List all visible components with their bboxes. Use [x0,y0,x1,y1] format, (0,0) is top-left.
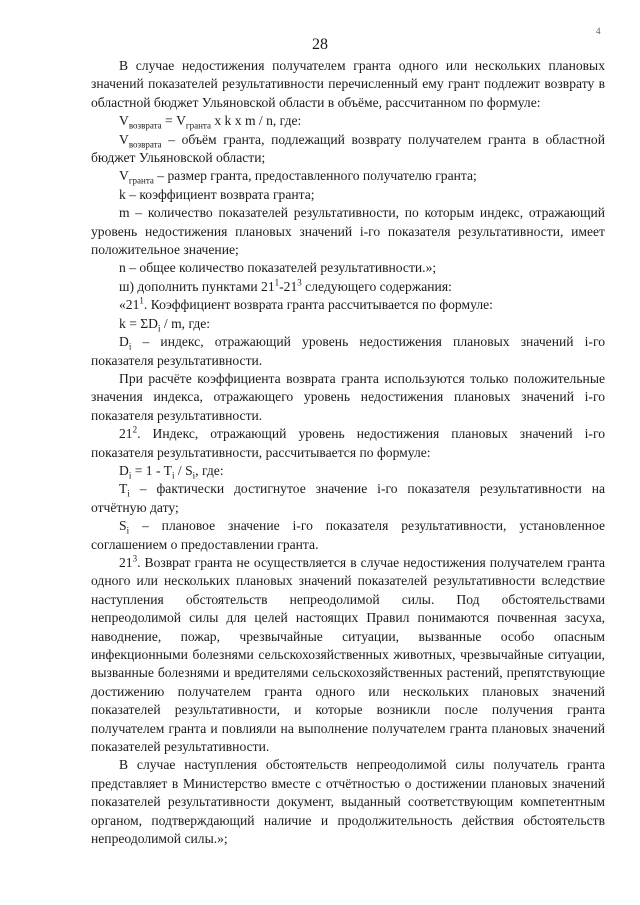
paragraph-p5 [91,186,605,204]
paragraph-p17 [91,554,605,756]
paragraph-p8 [91,278,605,296]
text-run: k = ΣD [119,315,158,331]
subscript: i [128,470,132,481]
text-run: ш) дополнить пунктами 21 [119,278,275,294]
text-run: В случае недостижения получателем гранта одного или нескольких плановых значений показателей результативности перечисленный ему грант подлежит возврату в областной бюджет Ульяновской области в объёме, рассчитанном по формуле: [91,58,605,110]
corner-mark: 4 [596,26,601,36]
document-body [91,57,605,848]
subscript: гранта [128,176,154,187]
superscript: 3 [132,553,138,564]
paragraph-p11 [91,333,605,370]
text-run: m – количество показателей результативности, по которым индекс, отражающий уровень недостижения плановых значений i-го показателя результативности, имеет положительное значение; [91,205,605,258]
text-run: . Коэффициент возврата гранта рассчитывается по формуле: [143,297,493,313]
subscript: i [172,470,175,481]
paragraph-p14 [91,462,605,480]
subscript: возврата [128,139,162,150]
superscript: 1 [139,295,144,306]
text-run: 21 [119,426,133,442]
text-run: – фактически достигнутое значение i-го показателя результативности на отчётную дату; [91,481,605,515]
paragraph-p16 [91,517,605,554]
paragraph-p13 [91,425,605,462]
paragraph-p7 [91,259,605,277]
text-run: n – общее количество показателей результативности.»; [119,260,437,276]
superscript: 1 [274,277,280,288]
text-run: . Индекс, отражающий уровень недостижения плановых значений i-го показателя результативности, рассчитывается по формуле: [91,426,605,460]
paragraph-p2 [91,112,605,130]
text-run: V [119,168,129,184]
text-run: – размер гранта, предоставленного получателю гранта; [153,168,477,184]
paragraph-p9 [91,296,605,314]
paragraph-p1 [91,57,605,112]
text-run: 21 [119,554,133,570]
paragraph-p4 [91,167,605,185]
text-run: / S [174,462,193,478]
text-run: = 1 - T [131,462,172,478]
subscript: i [126,525,130,536]
text-run: T [119,481,128,497]
paragraph-p15 [91,480,605,517]
paragraph-p12 [91,370,605,425]
text-run: / m, где: [160,315,211,331]
text-run: D [119,334,129,350]
superscript: 2 [132,424,138,435]
text-run: S [119,518,127,534]
superscript: 3 [297,277,302,288]
subscript: i [158,323,161,334]
text-run: В случае наступления обстоятельств непреодолимой силы получатель гранта представляет в Министерство вместе с отчётностью о достижении плановых значений показателей результативности документ, выданный соответствующим компетентным органом, подтверждающий наличие и продолжительность действия обстоятельств непреодолимой силы.»; [91,757,605,847]
text-run: V [119,113,129,129]
text-run: , где: [195,462,224,478]
paragraph-p18 [91,756,605,848]
text-run: = V [161,113,186,129]
text-run: – индекс, отражающий уровень недостижения плановых значений i-го показателя результативности. [91,334,605,368]
text-run: x k x m / n, где: [210,113,302,129]
text-run: . Возврат гранта не осуществляется в случае недостижения получателем гранта одного или нескольких плановых значений показателей результативности вследствие наступления обстоятельств непреодолимой силы. Под обстоятельствами непреодолимой силы для целей настоящих Правил понимаются почвенная засуха, наводнение, пожар, чрезвычайные ситуации, вызванные особо опасным инфекционными болезнями сельскохозяйственных животных, чрезвычайные ситуации, вызванные болезнями и вредителями сельскохозяйственных растений, препятствующие достижению получателем гранта одного или нескольких плановых значений показателей результативности, и которые возникли после получения гранта получателем гранта и повлияли на выполнение получателем гранта плановых значений показателей результативности. [91,554,605,755]
subscript: i [127,489,130,500]
text-run: При расчёте коэффициента возврата гранта используются только положительные значения индекса, отражающего уровень недостижения плановых значений i-го показателя результативности. [91,370,605,423]
text-run: k – коэффициент возврата гранта; [119,186,315,202]
text-run: D [119,462,129,478]
subscript: i [192,470,196,481]
text-run: следующего содержания: [301,278,452,294]
subscript: возврата [128,120,162,131]
subscript: i [128,341,132,352]
text-run: – плановое значение i-го показателя результативности, установленное соглашением о предоставлении гранта. [91,518,605,552]
paragraph-p6 [91,204,605,259]
text-run: V [119,131,129,147]
page-number: 28 [312,36,328,53]
text-run: «21 [119,297,140,313]
text-run: -21 [279,278,298,294]
paragraph-p10 [91,315,605,333]
paragraph-p3 [91,131,605,168]
text-run: – объём гранта, подлежащий возврату получателем гранта в областной бюджет Ульяновской области; [91,131,605,166]
subscript: гранта [185,120,211,131]
